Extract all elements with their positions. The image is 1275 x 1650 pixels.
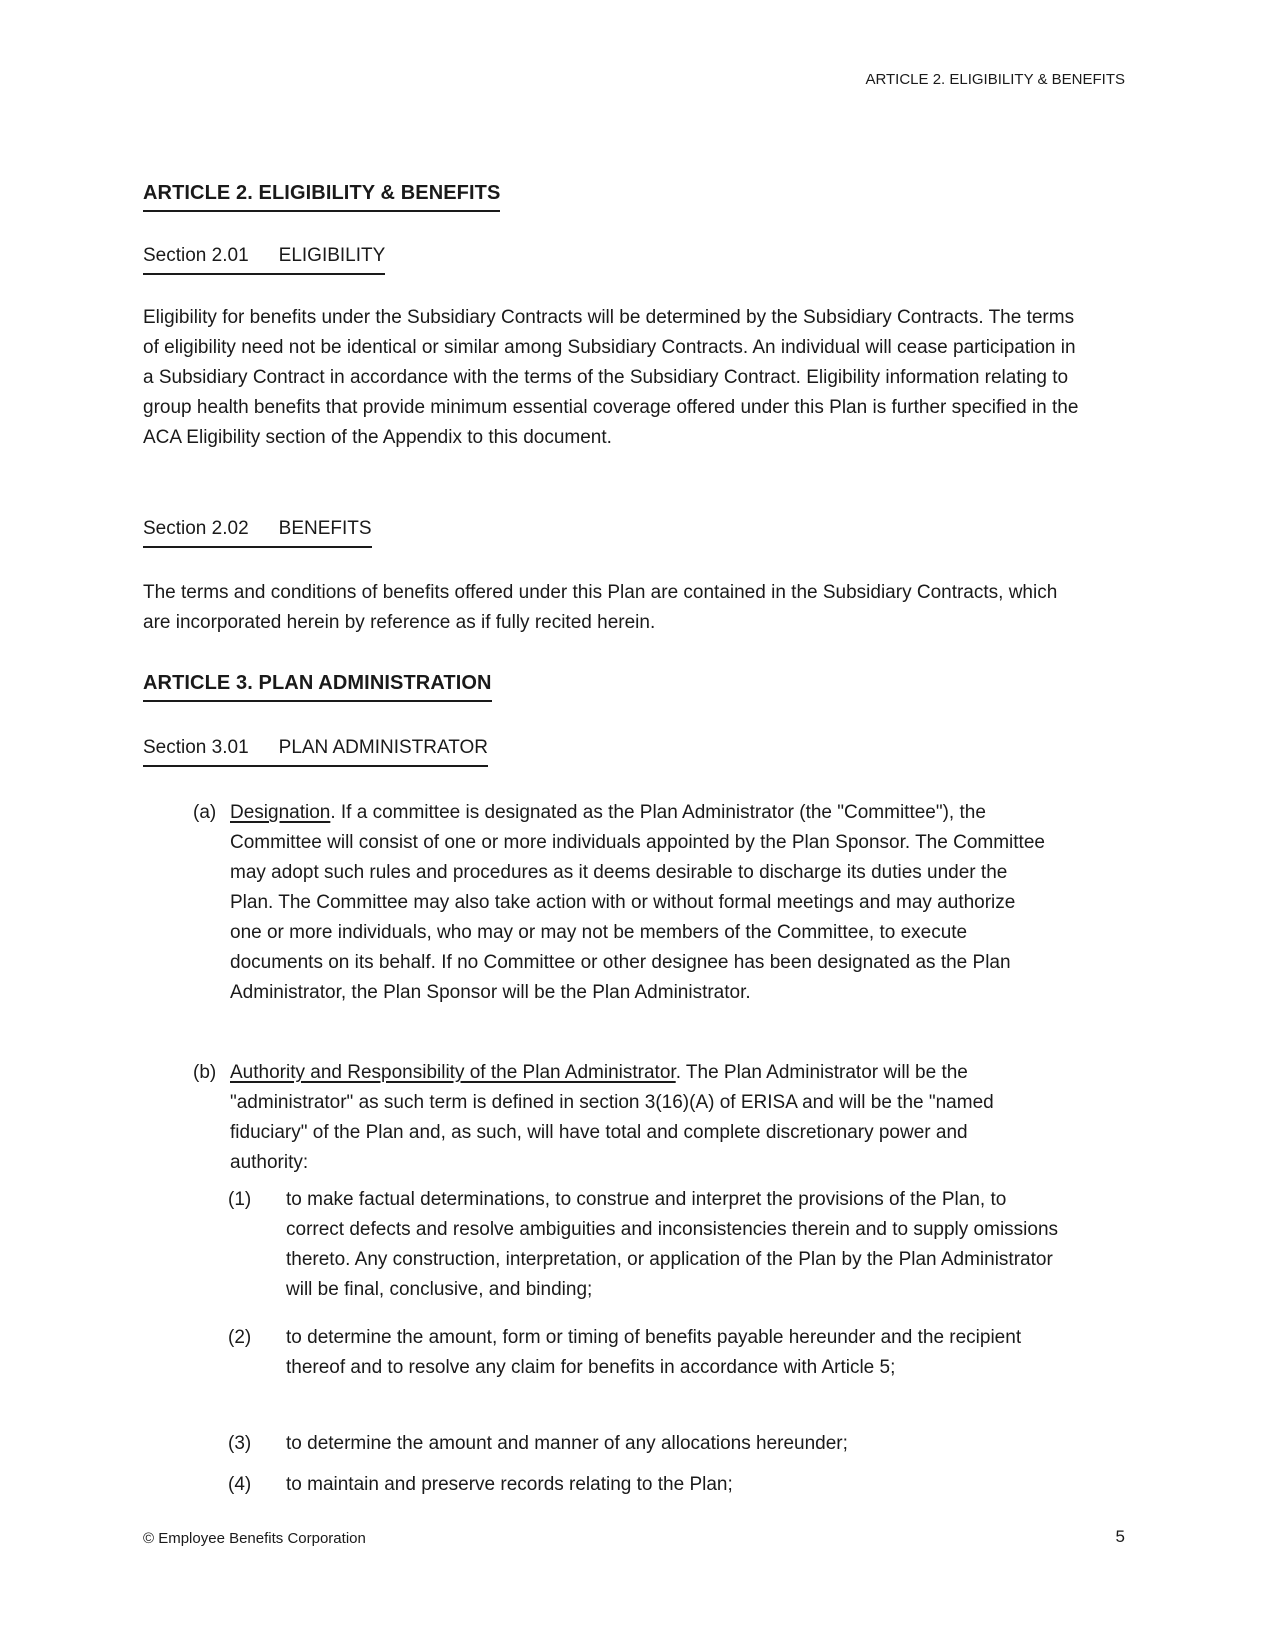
section-2-02-number: Section 2.02 [143, 518, 249, 539]
list-item-b [143, 1058, 1050, 1178]
sub-item-4 [143, 1470, 1061, 1500]
section-3-01-heading [143, 733, 1083, 767]
list-item-b-separator: . [675, 1062, 686, 1083]
sub-item-1-marker: (1) [228, 1189, 252, 1210]
list-item-a-content [230, 798, 1050, 1008]
section-2-02-title: BENEFITS [278, 518, 372, 539]
article-3-heading-text: ARTICLE 3. PLAN ADMINISTRATION [143, 668, 492, 702]
page-footer [143, 1528, 1125, 1550]
list-item-b-marker: (b) [193, 1062, 217, 1083]
list-item-a-lead: Designation [230, 802, 331, 823]
list-item-b-content [230, 1058, 1050, 1178]
sub-item-1-body: to make factual determinations, to construe and interpret the provisions of the Plan, to correct defects and resolve ambiguities and inconsistencies therein and to supply omissions thereto. Any construction, interpretation, or application of the Plan by the Plan Administrator will be final, conclusive, and binding; [286, 1189, 1059, 1300]
article-3-heading [143, 668, 1083, 702]
section-2-02-paragraph: The terms and conditions of benefits offered under this Plan are contained in the Subsidiary Contracts, which are incorporated herein by reference as if fully recited herein. [143, 582, 1058, 633]
footer-page-number: 5 [1115, 1527, 1125, 1546]
list-item-a [143, 798, 1050, 1008]
section-2-02-heading [143, 514, 1083, 548]
sub-item-3-body: to determine the amount and manner of any allocations hereunder; [286, 1433, 848, 1454]
running-header-text: ARTICLE 2. ELIGIBILITY & BENEFITS [865, 71, 1125, 88]
sub-item-2-body: to determine the amount, form or timing of benefits payable hereunder and the recipient thereof and to resolve any claim for benefits in accordance with Article 5; [286, 1327, 1022, 1378]
list-item-a-body: If a committee is designated as the Plan Administrator (the "Committee"), the Committee will consist of one or more individuals appointed by the Plan Sponsor. The Committee may adopt such rules and procedures as it deems desirable to discharge its duties under the Plan. The Committee may also take action with or without formal meetings and may authorize one or more individuals, who may or may not be members of the Committee, to execute documents on its behalf. If no Committee or other designee has been designated as the Plan Administrator, the Plan Sponsor will be the Plan Administrator. [230, 802, 1045, 1003]
footer-copyright: © Employee Benefits Corporation [143, 1530, 366, 1547]
section-2-01-paragraph: Eligibility for benefits under the Subsidiary Contracts will be determined by the Subsidiary Contracts. The terms of eligibility need not be identical or similar among Subsidiary Contracts. An individual will cease participation in a Subsidiary Contract in accordance with the terms of the Subsidiary Contract. Eligibility information relating to group health benefits that provide minimum essential coverage offered under this Plan is further specified in the ACA Eligibility section of the Appendix to this document. [143, 307, 1079, 448]
sub-item-2-marker: (2) [228, 1327, 252, 1348]
sub-item-1 [143, 1185, 1061, 1305]
sub-item-2 [143, 1323, 1061, 1383]
sub-item-3 [143, 1429, 1061, 1459]
section-2-01-heading [143, 241, 1083, 275]
section-2-01-title: ELIGIBILITY [278, 245, 386, 266]
sub-item-4-body: to maintain and preserve records relating to the Plan; [286, 1474, 733, 1495]
running-header [143, 70, 1125, 90]
list-item-a-separator: . [330, 802, 341, 823]
article-2-heading-text: ARTICLE 2. ELIGIBILITY & BENEFITS [143, 178, 500, 212]
article-2-heading [143, 178, 1083, 212]
section-3-01-number: Section 3.01 [143, 737, 249, 758]
section-2-01-number: Section 2.01 [143, 245, 249, 266]
sub-item-3-marker: (3) [228, 1433, 252, 1454]
section-3-01-title: PLAN ADMINISTRATOR [278, 737, 489, 758]
list-item-b-body: The Plan Administrator will be the "administrator" as such term is defined in section 3(16)(A) of ERISA and will be the "named fiduciary" of the Plan and, as such, will have total and complete discretionary power and authority: [230, 1062, 994, 1173]
list-item-b-lead: Authority and Responsibility of the Plan Administrator [230, 1062, 676, 1083]
list-item-a-marker: (a) [193, 802, 217, 823]
sub-item-4-marker: (4) [228, 1474, 252, 1495]
